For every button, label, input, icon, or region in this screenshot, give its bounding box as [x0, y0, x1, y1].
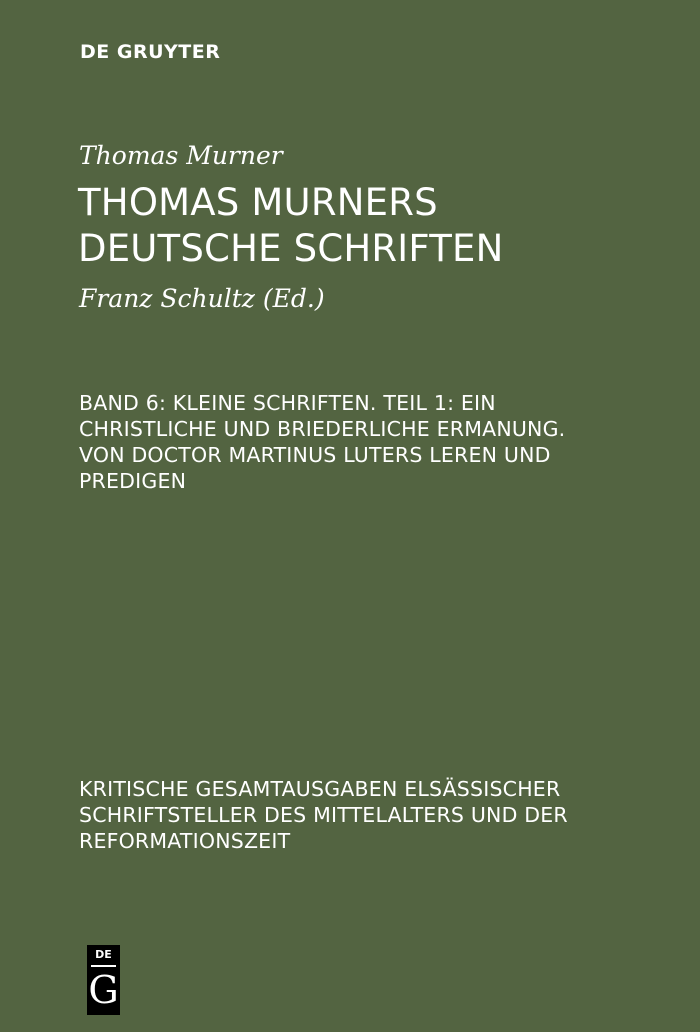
volume-line: BAND 6: KLEINE SCHRIFTEN. TEIL 1: EIN	[79, 391, 496, 415]
series-line: KRITISCHE GESAMTAUSGABEN ELSÄSSISCHER	[79, 777, 561, 801]
volume-line: VON DOCTOR MARTINUS LUTERS LEREN UND	[79, 443, 551, 467]
series-title	[79, 776, 669, 854]
volume-subtitle	[79, 390, 669, 494]
author-name: Thomas Murner	[79, 141, 283, 170]
logo-g-letter: G	[88, 968, 119, 1012]
logo-de-text: DE	[95, 948, 112, 961]
volume-line: CHRISTLICHE UND BRIEDERLICHE ERMANUNG.	[79, 417, 566, 441]
volume-line: PREDIGEN	[79, 469, 187, 493]
series-line: REFORMATIONSZEIT	[79, 829, 291, 853]
publisher-name: DE GRUYTER	[80, 41, 221, 63]
series-line: SCHRIFTSTELLER DES MITTELALTERS UND DER	[79, 803, 568, 827]
de-gruyter-logo-icon	[87, 945, 120, 1015]
title-line: DEUTSCHE SCHRIFTEN	[78, 227, 504, 270]
logo-divider	[91, 965, 116, 967]
book-title	[78, 180, 678, 272]
editor-name: Franz Schultz (Ed.)	[79, 284, 325, 313]
title-line: THOMAS MURNERS	[78, 181, 438, 224]
